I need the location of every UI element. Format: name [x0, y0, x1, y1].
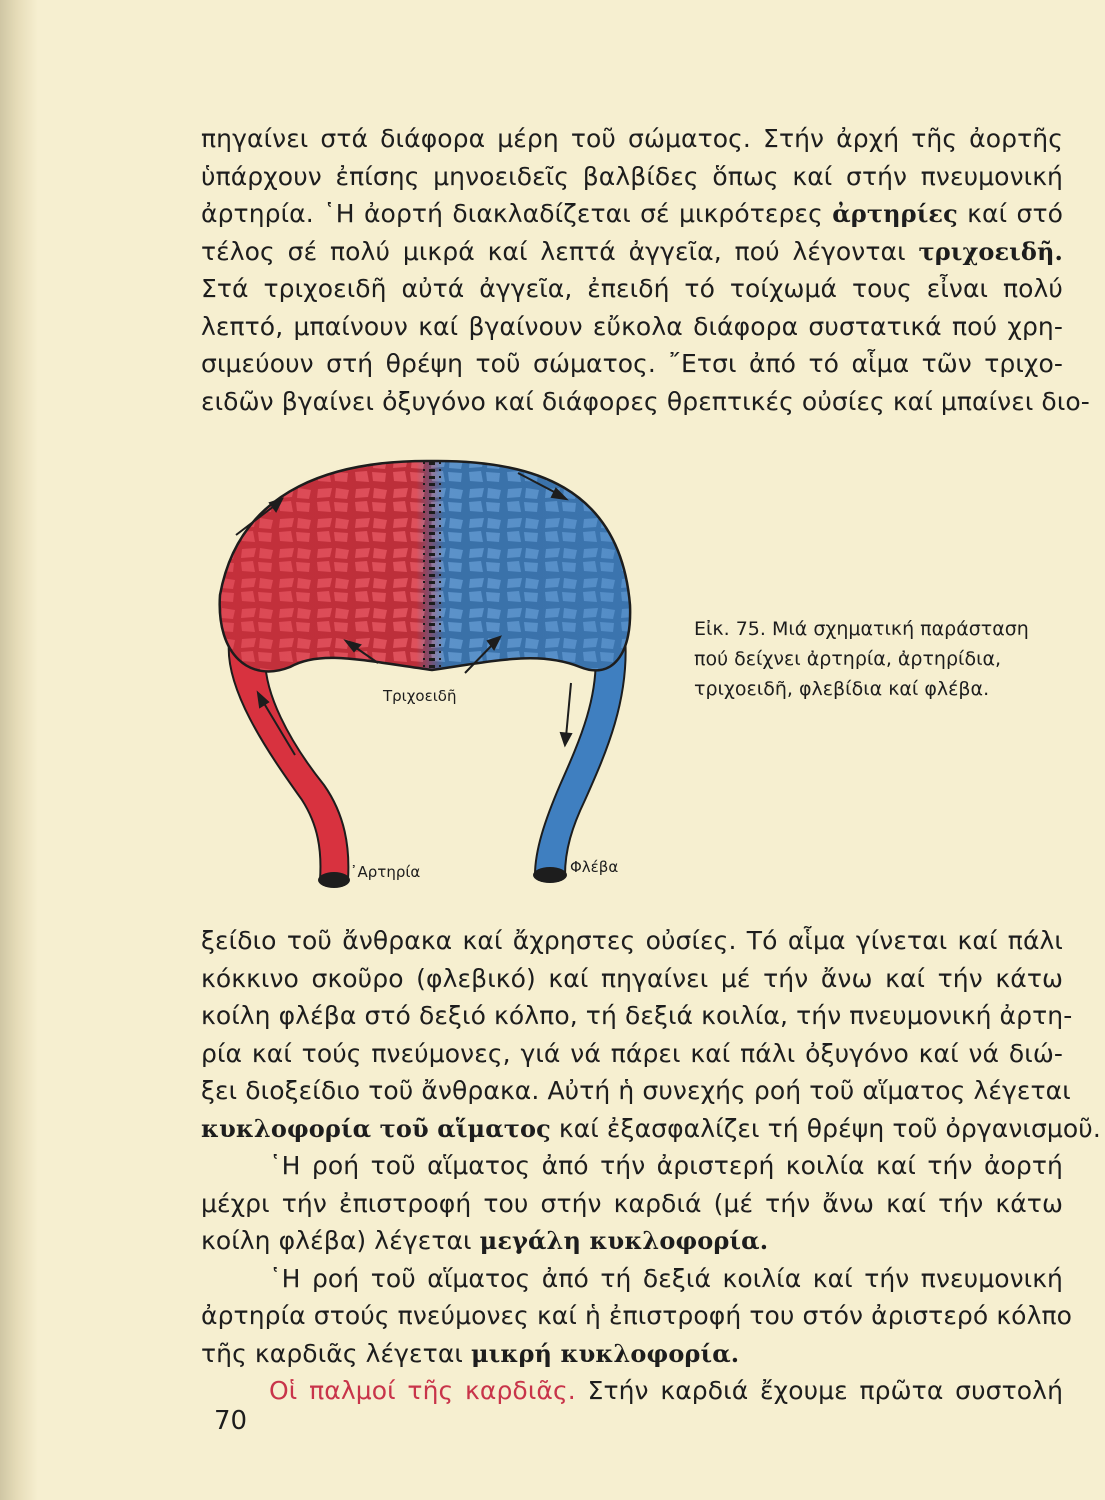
- text-line: [201, 1335, 1063, 1373]
- bold-term: ἀρτηρίες: [832, 199, 958, 228]
- caption-line: τριχοειδῆ, φλεβίδια καί φλέβα.: [694, 678, 990, 700]
- artery-label: ᾿Αρτηρία: [350, 863, 421, 881]
- bold-term: μεγάλη κυκλοφορία.: [479, 1226, 769, 1255]
- text-line: [201, 383, 1090, 421]
- text-line: [201, 1072, 1071, 1110]
- text-run: ῾Η ροή τοῦ αἵματος ἀπό τή δεξιά κοιλία καί τήν πνευμονική: [269, 1263, 1063, 1293]
- caption-line: πού δείχνει ἀρτηρία, ἀρτηρίδια,: [694, 648, 1002, 670]
- text-run: πηγαίνει στά διάφορα μέρη τοῦ σώματος. Στήν ἀρχή τῆς ἀορτῆς: [201, 124, 1063, 153]
- text-line: [201, 158, 1063, 196]
- vein-opening: [533, 867, 567, 883]
- text-line: [201, 922, 1063, 960]
- page-number: 70: [214, 1406, 248, 1436]
- text-line: [201, 345, 1063, 383]
- section-line-content: [201, 1372, 1063, 1410]
- text-line: [201, 1147, 1063, 1185]
- text-run: ρία καί τούς πνεύμονες, γιά νά πάρει καί πάλι ὀξυγόνο καί νά διώ-: [201, 1038, 1063, 1068]
- text-run: κόκκινο σκοῦρο (φλεβικό) καί πηγαίνει μέ τήν ἄνω καί τήν κάτω: [201, 963, 1063, 993]
- text-run: ἀρτηρία στούς πνεύμονες καί ἡ ἐπιστροφή του στόν ἀριστερό κόλπο: [201, 1301, 1073, 1330]
- text-run: κοίλη φλέβα στό δεξιό κόλπο, τή δεξιά κοιλία, τήν πνευμονική ἀρτη-: [201, 1001, 1073, 1030]
- section-line: [201, 1372, 1063, 1410]
- text-run: ὑπάρχουν ἐπίσης μηνοειδεῖς βαλβίδες ὅπως καί στήν πνευμονική: [201, 161, 1063, 191]
- text-line: [201, 1297, 1073, 1335]
- vein-label: Φλέβα: [570, 858, 619, 876]
- text-run: λεπτό, μπαίνουν καί βγαίνουν εὔκολα διάφορα συστατικά πού χρη-: [201, 311, 1063, 341]
- text-run: καί ἐξασφαλίζει τή θρέψη τοῦ ὀργανισμοῦ.: [550, 1113, 1101, 1143]
- text-run: μέχρι τήν ἐπιστροφή του στήν καρδιά (μέ τήν ἄνω καί τήν κάτω: [201, 1188, 1063, 1218]
- text-run: σιμεύουν στή θρέψη τοῦ σώματος. ῎Ετσι ἀπό τό αἷμα τῶν τριχο-: [201, 349, 1063, 378]
- text-run: τῆς καρδιᾶς λέγεται: [201, 1338, 472, 1368]
- section-text: Στήν καρδιά ἔχουμε πρῶτα συστολή: [587, 1376, 1064, 1405]
- text-line: [201, 233, 1063, 271]
- text-run: ξείδιο τοῦ ἄνθρακα καί ἄχρηστες οὐσίες. Τό αἷμα γίνεται καί πάλι: [201, 926, 1063, 955]
- text-run: ξει διοξείδιο τοῦ ἄνθρακα. Αὐτή ἡ συνεχής ροή τοῦ αἵματος λέγεται: [201, 1076, 1071, 1105]
- top-paragraph: [201, 120, 1090, 420]
- text-line: [201, 997, 1073, 1035]
- text-run: καί στό: [957, 199, 1063, 228]
- bold-term: τριχοειδῆ.: [918, 236, 1063, 266]
- text-line: [201, 270, 1063, 308]
- text-line: [201, 1185, 1063, 1223]
- book-spine-shadow: [0, 0, 38, 1500]
- text-run: κοίλη φλέβα) λέγεται: [201, 1226, 480, 1255]
- text-run: ῾Η ροή τοῦ αἵματος ἀπό τήν ἀριστερή κοιλία καί τήν ἀορτή: [269, 1151, 1063, 1180]
- text-line: [201, 960, 1063, 998]
- artery-opening: [318, 872, 350, 888]
- text-line: [201, 1260, 1063, 1298]
- text-line: [201, 195, 1063, 233]
- bold-term: κυκλοφορία τοῦ αἵματος: [201, 1113, 551, 1143]
- capillaries-label: Τριχοειδῆ: [383, 687, 457, 705]
- section-heading: Οἱ παλμοί τῆς καρδιᾶς.: [269, 1376, 576, 1405]
- text-run: ἀρτηρία. ῾Η ἀορτή διακλαδίζεται σέ μικρότερες: [201, 199, 833, 228]
- text-line: [201, 1035, 1063, 1073]
- text-run: Στά τριχοειδῆ αὐτά ἀγγεῖα, ἐπειδή τό τοίχωμά τους εἶναι πολύ: [201, 274, 1063, 303]
- capillary-diagram: [200, 455, 660, 905]
- bottom-paragraph: [201, 922, 1101, 1372]
- text-line: [201, 308, 1063, 346]
- bold-term: μικρή κυκλοφορία.: [471, 1338, 740, 1368]
- text-line: [201, 120, 1063, 158]
- capillary-diagram-svg: [200, 455, 660, 905]
- text-run: τέλος σέ πολύ μικρά καί λεπτά ἀγγεῖα, πού λέγονται: [201, 236, 919, 266]
- caption-line: Εἰκ. 75. Μιά σχηματική παράσταση: [694, 618, 1029, 640]
- text-line: [201, 1222, 1063, 1260]
- text-line: [201, 1110, 1101, 1148]
- artery-vessel: [229, 635, 349, 880]
- vein-vessel: [535, 635, 626, 875]
- figure-caption: [694, 614, 1054, 704]
- text-run: ειδῶν βγαίνει ὀξυγόνο καί διάφορες θρεπτικές οὐσίες καί μπαίνει διο-: [201, 386, 1090, 416]
